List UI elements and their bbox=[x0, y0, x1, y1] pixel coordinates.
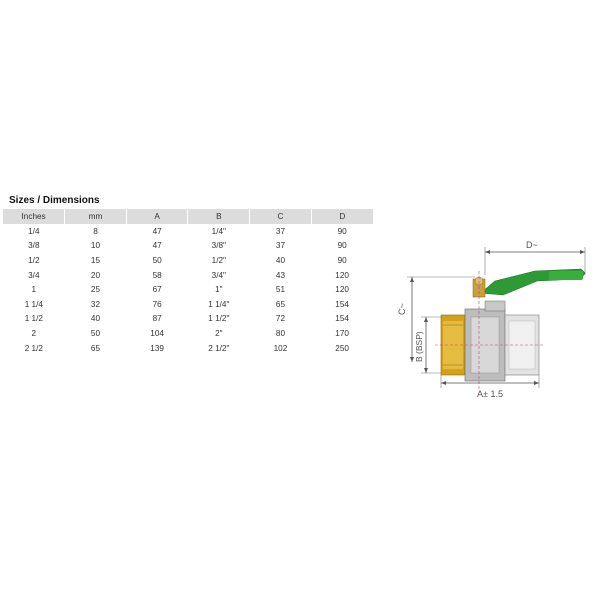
column-header: mm bbox=[65, 209, 127, 224]
dimension-b bbox=[414, 317, 443, 373]
table-cell: 76 bbox=[152, 299, 162, 309]
table-cell: 50 bbox=[152, 255, 162, 265]
table-cell: 58 bbox=[152, 270, 162, 280]
table-row bbox=[3, 224, 373, 239]
table-cell: 87 bbox=[152, 314, 162, 324]
table-cell: 20 bbox=[90, 270, 101, 280]
table-cell: 90 bbox=[337, 255, 347, 265]
sizes-title: Sizes / Dimensions bbox=[9, 195, 100, 206]
table-header-row bbox=[3, 209, 373, 224]
table-cell: 40 bbox=[275, 255, 285, 265]
label-b: B (BSP) bbox=[414, 331, 424, 362]
label-c: C~ bbox=[397, 303, 407, 315]
table-cell: 104 bbox=[150, 328, 164, 338]
table-cell: 154 bbox=[335, 314, 349, 324]
table-cell: 25 bbox=[90, 285, 101, 295]
table-row bbox=[3, 239, 373, 254]
column-header: D bbox=[311, 209, 373, 224]
table-cell: 3/8 bbox=[28, 241, 40, 251]
table-cell: 139 bbox=[150, 343, 164, 353]
table-cell: 10 bbox=[90, 241, 101, 251]
table-cell: 250 bbox=[335, 343, 349, 353]
table-cell: 120 bbox=[335, 285, 349, 295]
table-cell: 50 bbox=[90, 328, 101, 338]
table-cell: 1 1/4" bbox=[208, 299, 230, 309]
table-cell: 47 bbox=[152, 226, 162, 236]
table-cell: 8 bbox=[93, 226, 98, 236]
table-cell: 15 bbox=[90, 255, 101, 265]
column-header: Inches bbox=[3, 209, 65, 224]
table-row bbox=[3, 326, 373, 341]
table-cell: 37 bbox=[275, 241, 285, 251]
table-row bbox=[3, 297, 373, 312]
valve-body bbox=[441, 301, 539, 381]
table-cell: 3/4" bbox=[211, 270, 226, 280]
column-header: B bbox=[188, 209, 250, 224]
table-cell: 40 bbox=[90, 314, 101, 324]
handle bbox=[481, 269, 585, 295]
table-cell: 37 bbox=[275, 226, 285, 236]
table-cell: 32 bbox=[90, 299, 101, 309]
table-cell: 120 bbox=[335, 270, 349, 280]
table-cell: 65 bbox=[90, 343, 101, 353]
table-cell: 47 bbox=[152, 241, 162, 251]
table-cell: 1 bbox=[31, 285, 37, 295]
table-cell: 2" bbox=[215, 328, 223, 338]
table-cell: 65 bbox=[275, 299, 285, 309]
table-cell: 67 bbox=[152, 285, 162, 295]
column-header: C bbox=[250, 209, 312, 224]
table-cell: 1/4" bbox=[211, 226, 226, 236]
table-cell: 154 bbox=[335, 299, 349, 309]
table-cell: 102 bbox=[273, 343, 288, 353]
table-row bbox=[3, 312, 373, 327]
table-cell: 1/2" bbox=[211, 255, 226, 265]
column-header: A bbox=[126, 209, 188, 224]
table-cell: 2 1/2" bbox=[208, 343, 230, 353]
table-cell: 80 bbox=[275, 328, 285, 338]
table-cell: 72 bbox=[275, 314, 285, 324]
table-cell: 90 bbox=[337, 241, 347, 251]
table-cell: 2 bbox=[31, 328, 37, 338]
table-cell: 3/8" bbox=[211, 241, 226, 251]
table-row bbox=[3, 341, 373, 356]
table-cell: 51 bbox=[275, 285, 285, 295]
table-cell: 1 1/2" bbox=[208, 314, 230, 324]
table-row bbox=[3, 268, 373, 283]
table-cell: 3/4 bbox=[28, 270, 40, 280]
table-cell: 1/2 bbox=[28, 255, 40, 265]
table-cell: 1 1/4 bbox=[24, 299, 43, 309]
table-row bbox=[3, 282, 373, 297]
table-cell: 1/4 bbox=[28, 226, 40, 236]
table-cell: 1 1/2 bbox=[24, 314, 43, 324]
label-a: A± 1.5 bbox=[477, 389, 503, 399]
table-cell: 1" bbox=[215, 285, 223, 295]
label-d: D~ bbox=[526, 240, 538, 250]
table-cell: 2 1/2 bbox=[24, 343, 43, 353]
table-cell: 43 bbox=[275, 270, 285, 280]
table-row bbox=[3, 253, 373, 268]
dimensions-table bbox=[3, 209, 373, 355]
table-cell: 90 bbox=[337, 226, 347, 236]
ball-valve-diagram bbox=[385, 225, 595, 405]
table-cell: 170 bbox=[335, 328, 349, 338]
